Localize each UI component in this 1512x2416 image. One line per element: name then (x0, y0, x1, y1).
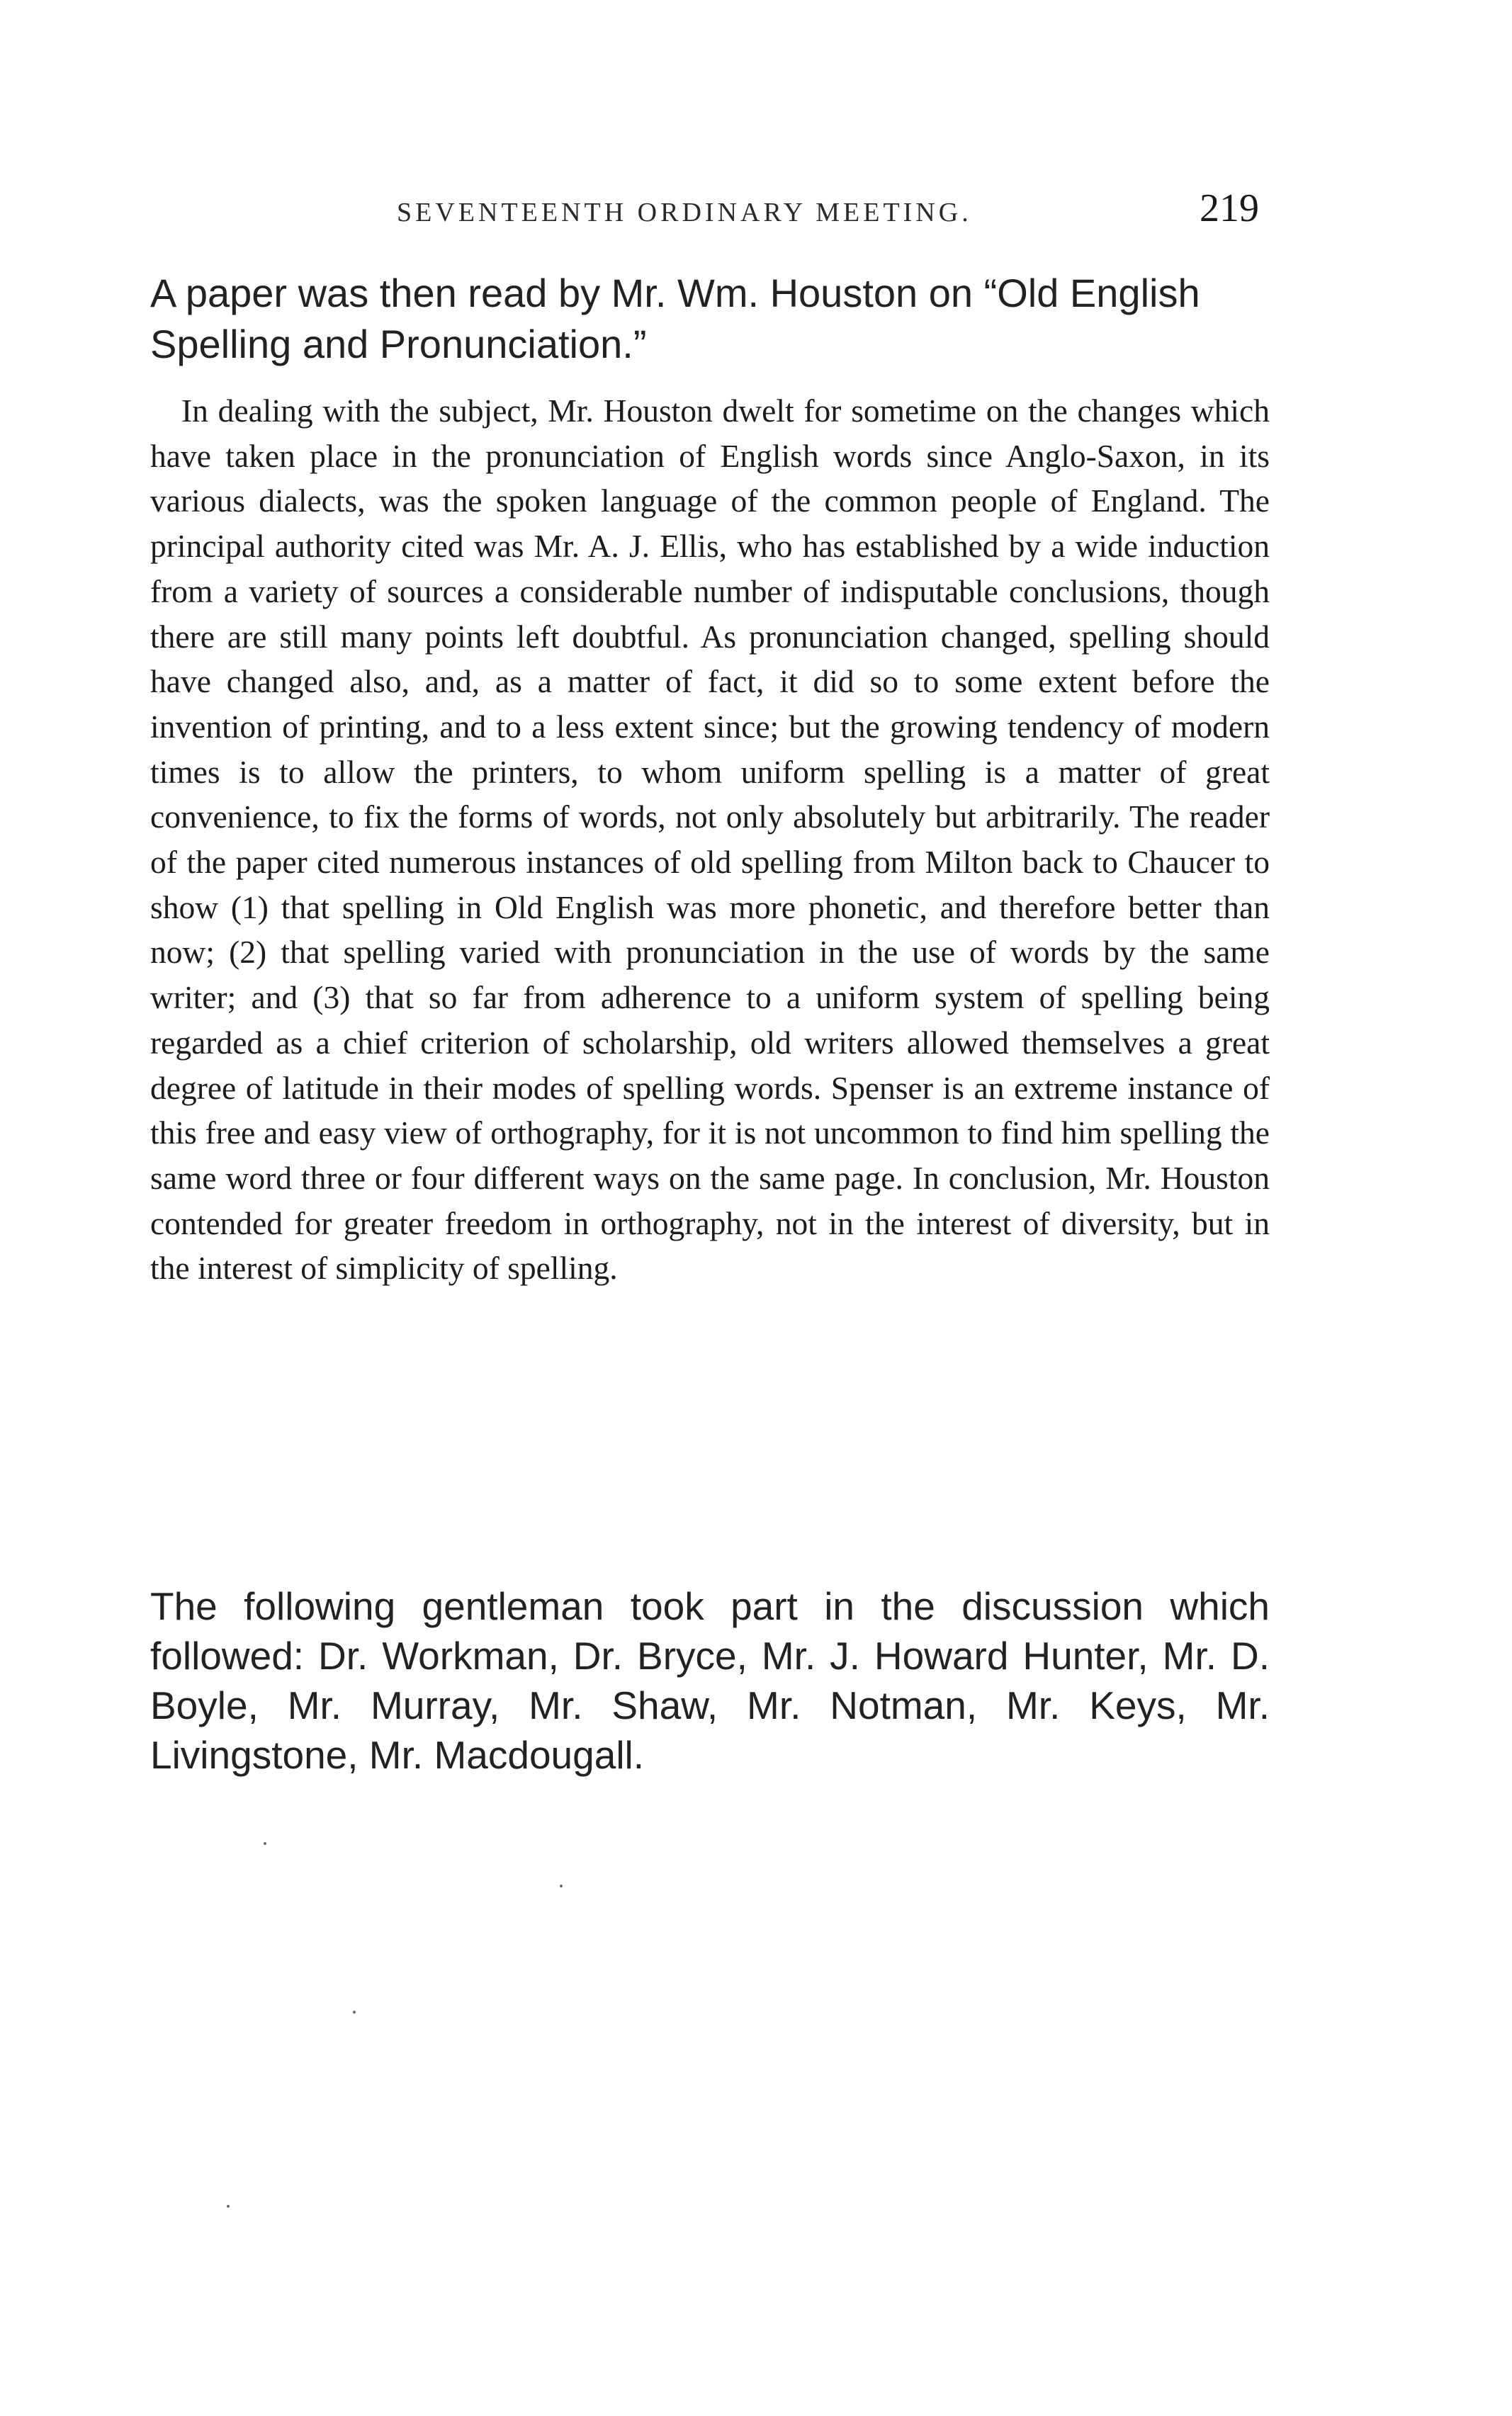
scan-speck (227, 2205, 230, 2208)
paper-announcement: A paper was then read by Mr. Wm. Houston on “Old English Spelling and Pronunciation.” (150, 271, 1200, 366)
paper-summary-paragraph: In dealing with the subject, Mr. Houston dwelt for sometime on the changes which have taken place in the pronunciation of English words since Anglo-Saxon, in its various dialects, was the spoken language of the common people of England. The principal authority cited was Mr. A. J. Ellis, who has established by a wide induction from a variety of sources a considerable number of indisputable conclusions, though there are still many points left doubtful. As pronunciation changed, spelling should have changed also, and, as a matter of fact, it did so to some extent before the invention of printing, and to a less extent since; but the growing tendency of modern times is to allow the printers, to whom uniform spelling is a matter of great convenience, to fix the forms of words, not only absolutely but arbitrarily. The reader of the paper cited numerous instances of old spelling from Milton back to Chaucer to show (1) that spelling in Old English was more phonetic, and therefore better than now; (2) that spelling varied with pronunciation in the use of words by the same writer; and (3) that so far from adherence to a uniform system of spelling being regarded as a chief criterion of scholarship, old writers allowed themselves a great degree of latitude in their modes of spelling words. Spenser is an extreme instance of this free and easy view of orthography, for it is not uncommon to find him spelling the same word three or four different ways on the same page. In conclusion, Mr. Houston contended for greater freedom in orthography, not in the interest of diversity, but in the interest of simplicity of spelling. (150, 393, 1270, 1287)
scan-speck (264, 1842, 266, 1845)
discussion-paragraph: The following gentleman took part in the discussion which followed: Dr. Workman, Dr. Bryce, Mr. J. Howard Hunter, Mr. D. Boyle, Mr. Murray, Mr. Shaw, Mr. Notman, Mr. Keys, Mr. Livingstone, Mr. Macdougall. (150, 1584, 1270, 1777)
scan-speck (353, 2011, 356, 2014)
scan-speck (560, 1885, 563, 1887)
running-head: SEVENTEENTH ORDINARY MEETING. (397, 198, 972, 227)
page-number: 219 (1200, 186, 1259, 230)
